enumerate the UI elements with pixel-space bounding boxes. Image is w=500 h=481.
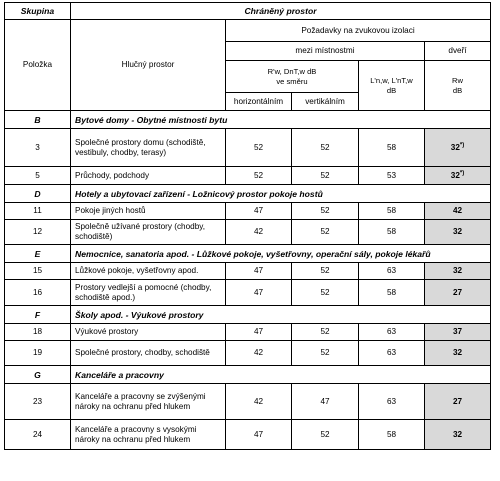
item-cell: 3 [5, 129, 71, 167]
lnw-value-cell: 58 [359, 129, 425, 167]
header-lnw [359, 61, 425, 111]
rw-door-value: 32 [452, 348, 463, 357]
hlucny-prostor-cell: Kanceláře a pracovny s vysokými nároky na ochranu před hlukem [71, 420, 226, 450]
rw-door-value-cell [425, 167, 491, 185]
section-row [5, 306, 491, 324]
vertical-value-cell: 52 [292, 129, 359, 167]
hlucny-prostor-cell: Společně užívané prostory (chodby, schodiště) [71, 220, 226, 245]
table-row [5, 220, 491, 245]
rw-door-value: 27 [452, 287, 463, 297]
horizontal-value-cell: 52 [226, 167, 292, 185]
header-vertikalnim: vertikálním [292, 93, 359, 111]
header-hlucny-prostor: Hlučný prostor [71, 20, 226, 111]
table-row [5, 263, 491, 280]
lnw-value-cell: 58 [359, 420, 425, 450]
header-mezi-mistnostmi: mezi místnostmi [226, 42, 425, 61]
section-code: B [5, 111, 71, 129]
hlucny-prostor-cell: Výukové prostory [71, 324, 226, 341]
rw-door-value-cell [425, 420, 491, 450]
header-dveri: dveří [425, 42, 491, 61]
rw-door-value-cell [425, 203, 491, 220]
table-row [5, 324, 491, 341]
rw-door-value: 32 [450, 170, 460, 180]
horizontal-value-cell: 47 [226, 263, 292, 280]
vertical-value-cell: 47 [292, 384, 359, 420]
noise-insulation-table [4, 2, 491, 450]
section-row [5, 245, 491, 263]
footnote-marker: *) [459, 141, 465, 148]
vertical-value-cell: 52 [292, 220, 359, 245]
rw-door-value-cell [425, 324, 491, 341]
rw-door-value-cell [425, 280, 491, 306]
header-rw [425, 61, 491, 111]
table-row [5, 167, 491, 185]
footnote-marker: *) [459, 169, 465, 176]
header-lnw-label: L'n,w, L'nT,w [370, 75, 413, 85]
item-cell: 15 [5, 263, 71, 280]
header-skupina: Skupina [5, 3, 71, 20]
vertical-value-cell: 52 [292, 203, 359, 220]
table-body [5, 111, 491, 450]
horizontal-value-cell: 47 [226, 420, 292, 450]
lnw-value-cell: 63 [359, 324, 425, 341]
lnw-value-cell: 63 [359, 341, 425, 366]
vertical-value-cell: 52 [292, 324, 359, 341]
lnw-value-cell: 63 [359, 263, 425, 280]
header-rw-dntw-label: R'w, DnT,w dB [267, 66, 317, 76]
table-row [5, 129, 491, 167]
lnw-value-cell: 58 [359, 220, 425, 245]
rw-door-value: 32 [452, 227, 463, 236]
section-title: Bytové domy - Obytné místnosti bytu [71, 111, 491, 129]
rw-door-value-cell [425, 341, 491, 366]
rw-door-value: 32 [452, 266, 463, 275]
horizontal-value-cell: 42 [226, 384, 292, 420]
item-cell: 18 [5, 324, 71, 341]
rw-door-value-cell [425, 220, 491, 245]
noise-insulation-table-container [4, 2, 490, 450]
item-cell: 19 [5, 341, 71, 366]
header-chraneny-prostor: Chráněný prostor [71, 3, 491, 20]
item-cell: 5 [5, 167, 71, 185]
horizontal-value-cell: 47 [226, 280, 292, 306]
vertical-value-cell: 52 [292, 280, 359, 306]
header-rw-label: Rw [452, 75, 463, 85]
section-row [5, 111, 491, 129]
section-title: Kanceláře a pracovny [71, 366, 491, 384]
header-lnw-unit: dB [386, 85, 397, 95]
table-row [5, 280, 491, 306]
lnw-value-cell: 58 [359, 280, 425, 306]
rw-door-value: 32 [452, 429, 463, 439]
section-row [5, 185, 491, 203]
header-polozka: Položka [5, 20, 71, 111]
hlucny-prostor-cell: Prostory vedlejší a pomocné (chodby, schodiště apod.) [71, 280, 226, 306]
item-cell: 24 [5, 420, 71, 450]
lnw-value-cell: 58 [359, 203, 425, 220]
header-horizontalnim: horizontálním [226, 93, 292, 111]
hlucny-prostor-cell: Společné prostory, chodby, schodiště [71, 341, 226, 366]
table-row [5, 341, 491, 366]
lnw-value-cell: 53 [359, 167, 425, 185]
section-code: E [5, 245, 71, 263]
item-cell: 23 [5, 384, 71, 420]
section-code: D [5, 185, 71, 203]
item-cell: 16 [5, 280, 71, 306]
section-row [5, 366, 491, 384]
rw-door-value: 42 [452, 206, 463, 215]
table-row [5, 420, 491, 450]
header-row-1 [5, 3, 491, 20]
vertical-value-cell: 52 [292, 420, 359, 450]
table-row [5, 384, 491, 420]
header-ve-smeru-label: ve směru [276, 76, 308, 86]
rw-door-value-cell [425, 263, 491, 280]
horizontal-value-cell: 42 [226, 220, 292, 245]
hlucny-prostor-cell: Lůžkové pokoje, vyšetřovny apod. [71, 263, 226, 280]
section-title: Hotely a ubytovací zařízení - Ložnicový prostor pokoje hostů [71, 185, 491, 203]
hlucny-prostor-cell: Kanceláře a pracovny se zvýšenými nároky na ochranu před hlukem [71, 384, 226, 420]
header-row-2 [5, 20, 491, 42]
vertical-value-cell: 52 [292, 341, 359, 366]
lnw-value-cell: 63 [359, 384, 425, 420]
rw-door-value-cell [425, 384, 491, 420]
vertical-value-cell: 52 [292, 167, 359, 185]
vertical-value-cell: 52 [292, 263, 359, 280]
header-rw-dntw [226, 61, 359, 93]
horizontal-value-cell: 47 [226, 324, 292, 341]
header-rw-unit: dB [452, 85, 463, 95]
hlucny-prostor-cell: Společné prostory domu (schodiště, vestibuly, chodby, terasy) [71, 129, 226, 167]
rw-door-value: 27 [452, 396, 463, 406]
item-cell: 11 [5, 203, 71, 220]
item-cell: 12 [5, 220, 71, 245]
horizontal-value-cell: 42 [226, 341, 292, 366]
section-title: Školy apod. - Výukové prostory [71, 306, 491, 324]
rw-door-value: 37 [452, 327, 463, 336]
hlucny-prostor-cell: Průchody, podchody [71, 167, 226, 185]
table-row [5, 203, 491, 220]
section-code: G [5, 366, 71, 384]
header-pozadavky: Požadavky na zvukovou izolaci [226, 20, 491, 42]
section-code: F [5, 306, 71, 324]
section-title: Nemocnice, sanatoria apod. - Lůžkové pokoje, vyšetřovny, operační sály, pokoje lékařů [71, 245, 491, 263]
rw-door-value-cell [425, 129, 491, 167]
horizontal-value-cell: 47 [226, 203, 292, 220]
rw-door-value: 32 [450, 142, 460, 152]
horizontal-value-cell: 52 [226, 129, 292, 167]
hlucny-prostor-cell: Pokoje jiných hostů [71, 203, 226, 220]
